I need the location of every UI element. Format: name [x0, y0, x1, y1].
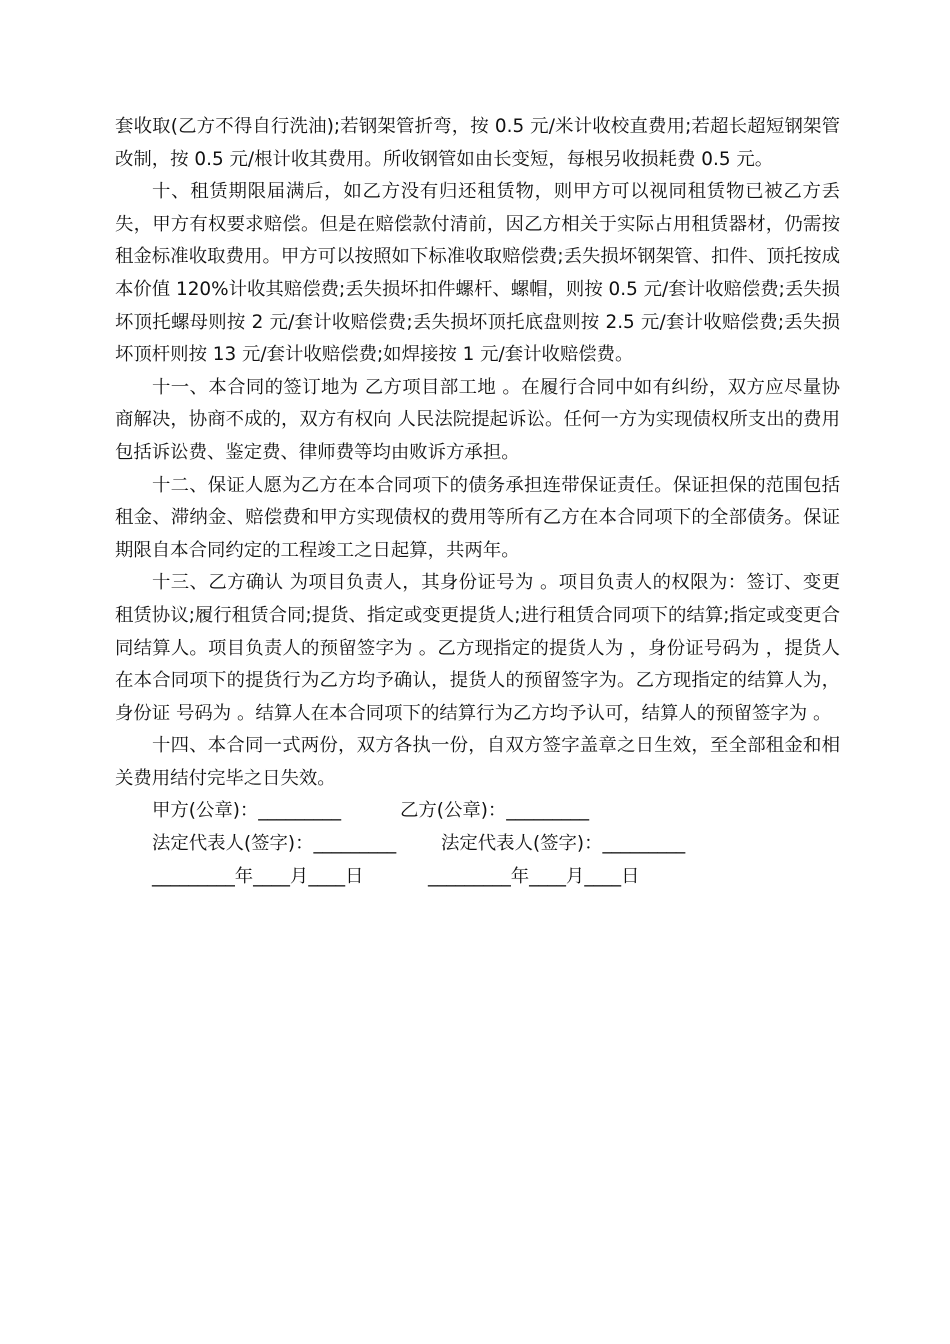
- party-a-representative-line: 法定代表人(签字)：_________: [152, 833, 397, 855]
- contract-body: [115, 111, 840, 893]
- party-a-seal-line: 甲方(公章)：_________: [152, 800, 342, 822]
- signature-seal-row: [115, 795, 840, 828]
- paragraph-clause-10: 十、租赁期限届满后，如乙方没有归还租赁物，则甲方可以视同租赁物已被乙方丢失，甲方有权要求赔偿。但是在赔偿款付清前，因乙方相关于实际占用租赁器材，仍需按租金标准收取费用。甲方可以按照如下标准收取赔偿费;丢失损坏钢架管、扣件、顶托按成本价值 120%计收其赔偿费;丢失损坏扣件螺杆、螺帽，则按 0.5 元/套计收赔偿费;丢失损坏顶托螺母则按 2 元/套计收赔偿费;丢失损坏顶托底盘则按 2.5 元/套计收赔偿费;丢失损坏顶杆则按 13 元/套计收赔偿费;如焊接按 1 元/套计收赔偿费。: [115, 181, 840, 366]
- paragraph-clause-13: 十三、乙方确认 为项目负责人，其身份证号为 。项目负责人的权限为：签订、变更租赁协议;履行租赁合同;提货、指定或变更提货人;进行租赁合同项下的结算;指定或变更合同结算人。项目负责人的预留签字为 。乙方现指定的提货人为 ，身份证号码为 ，提货人在本合同项下的提货行为乙方均予确认，提货人的预留签字为。乙方现指定的结算人为，身份证 号码为 。结算人在本合同项下的结算行为乙方均予认可，结算人的预留签字为 。: [115, 572, 840, 724]
- paragraph-clause-14: 十四、本合同一式两份，双方各执一份，自双方签字盖章之日生效，至全部租金和相关费用结付完毕之日失效。: [115, 735, 840, 789]
- signature-date-row: [115, 861, 840, 894]
- party-a-date-line: _________年____月____日: [152, 865, 364, 887]
- signature-representative-row: [115, 828, 840, 861]
- party-b-date-line: _________年____月____日: [428, 865, 640, 887]
- paragraph-clause-11: 十一、本合同的签订地为 乙方项目部工地 。在履行合同中如有纠纷，双方应尽量协商解决，协商不成的，双方有权向 人民法院提起诉讼。任何一方为实现债权所支出的费用包括诉讼费、鉴定费、律师费等均由败诉方承担。: [115, 376, 840, 463]
- paragraph-fee-clause-continued: 套收取(乙方不得自行洗油);若钢架管折弯，按 0.5 元/米计收校直费用;若超长超短钢架管改制，按 0.5 元/根计收其费用。所收钢管如由长变短，每根另收损耗费 0.5 元。: [115, 116, 840, 170]
- party-b-seal-line: 乙方(公章)：_________: [400, 800, 590, 822]
- paragraph-clause-12: 十二、保证人愿为乙方在本合同项下的债务承担连带保证责任。保证担保的范围包括租金、滞纳金、赔偿费和甲方实现债权的费用等所有乙方在本合同项下的全部债务。保证期限自本合同约定的工程竣工之日起算，共两年。: [115, 474, 840, 561]
- party-b-representative-line: 法定代表人(签字)：_________: [441, 833, 686, 855]
